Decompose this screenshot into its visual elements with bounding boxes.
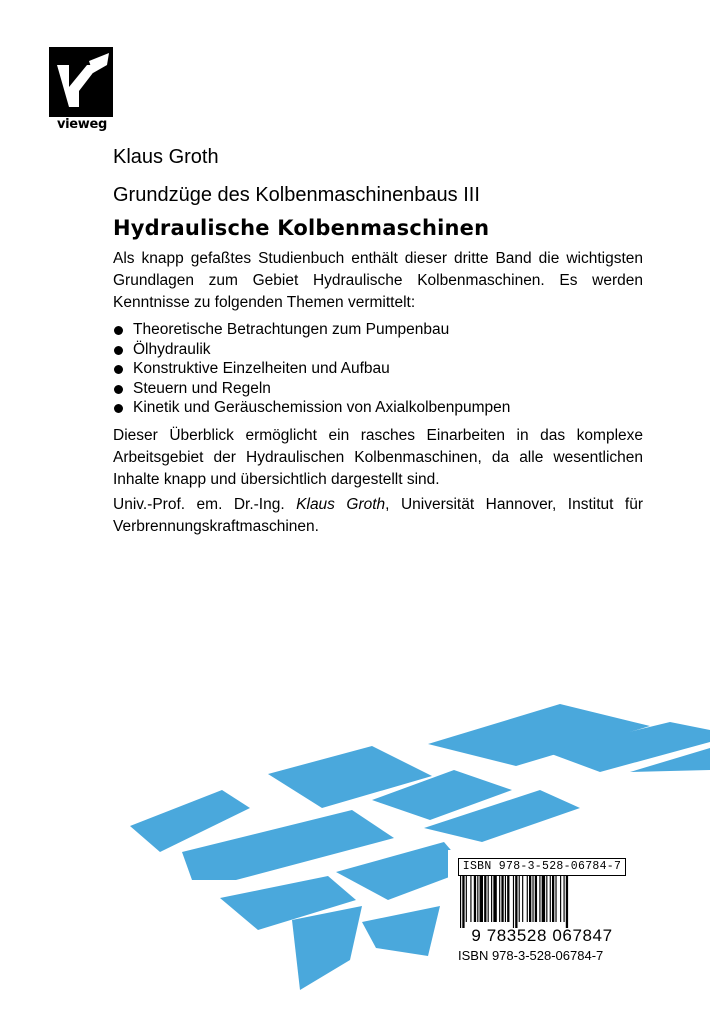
vieweg-logo-mark <box>49 47 113 117</box>
barcode-bar <box>546 876 547 922</box>
author-affiliation: , Universität Hannover, Institut für Verbrennungskraftmaschinen. <box>113 496 643 535</box>
barcode-bar <box>505 876 506 922</box>
barcode-bar <box>477 876 478 922</box>
barcode-bar <box>474 876 476 922</box>
topic-label: Konstruktive Einzelheiten und Aufbau <box>133 360 390 377</box>
author-info-name: Klaus Groth <box>296 496 386 513</box>
bullet-icon <box>114 385 123 394</box>
barcode-bar <box>522 876 523 922</box>
bullet-icon <box>114 326 123 335</box>
bullet-icon <box>114 404 123 413</box>
topic-list <box>113 320 510 418</box>
bullet-icon <box>114 365 123 374</box>
author-info-paragraph <box>113 494 643 538</box>
barcode-bar <box>499 876 500 922</box>
vieweg-logo <box>47 47 117 135</box>
barcode-bar <box>493 876 496 922</box>
barcode-bar <box>513 876 514 928</box>
author-title: Univ.-Prof. em. Dr.-Ing. <box>113 496 285 513</box>
barcode-bar <box>555 876 556 922</box>
barcode-bar <box>566 876 568 928</box>
barcode-bar <box>460 876 461 928</box>
list-item <box>113 398 510 418</box>
barcode-bar <box>470 876 471 922</box>
barcode-bar <box>529 876 531 922</box>
series-title: Grundzüge des Kolbenmaschinenbaus III <box>113 184 480 206</box>
barcode-bar <box>532 876 533 922</box>
barcode-bar <box>515 876 517 928</box>
barcode-bar <box>484 876 486 922</box>
barcode-bar <box>462 876 464 928</box>
list-item <box>113 340 510 360</box>
barcode-bars <box>458 876 626 928</box>
isbn-bottom-label: ISBN 978-3-528-06784-7 <box>458 948 604 963</box>
topic-label: Kinetik und Geräuschemission von Axialkolbenpumpen <box>133 399 511 416</box>
barcode-digits: 9 783528 067847 <box>471 926 613 945</box>
list-item <box>113 320 510 340</box>
barcode-bar <box>539 876 540 922</box>
barcode-bar <box>480 876 483 922</box>
barcode-bar <box>560 876 561 922</box>
isbn-top-label: ISBN 978-3-528-06784-7 <box>458 858 626 876</box>
barcode-bar <box>466 876 467 922</box>
list-item <box>113 359 510 379</box>
barcode-bar <box>550 876 551 922</box>
overview-paragraph: Dieser Überblick ermöglicht ein rasches Einarbeiten in das komplexe Arbeitsgebiet der Hydraulischen Kolbenmaschinen, da alle wesentlichen Inhalte knapp und übersichtlich dargestellt sind. <box>113 427 643 488</box>
barcode-bar <box>519 876 520 922</box>
book-title: Hydraulische Kolbenmaschinen <box>113 216 490 240</box>
topic-label: Theoretische Betrachtungen zum Pumpenbau <box>133 321 450 338</box>
author-name: Klaus Groth <box>113 146 219 168</box>
topic-label: Steuern und Regeln <box>133 379 271 397</box>
barcode-bar <box>542 876 545 922</box>
logo-text: vieweg <box>56 117 108 132</box>
barcode-bar <box>564 876 565 922</box>
barcode-bar <box>488 876 489 922</box>
barcode-bar <box>507 876 509 922</box>
barcode-bar <box>552 876 554 922</box>
barcode-bar <box>501 876 503 922</box>
bullet-icon <box>114 346 123 355</box>
topic-label: Ölhydraulik <box>133 340 211 358</box>
barcode-bar <box>491 876 492 922</box>
intro-paragraph: Als knapp gefaßtes Studienbuch enthält dieser dritte Band die wichtigsten Grundlagen zum Gebiet Hydraulische Kolbenmaschinen. Es werden Kenntnisse zu folgenden Themen vermittelt: <box>113 250 643 311</box>
barcode-bar <box>535 876 537 922</box>
list-item <box>113 379 510 399</box>
barcode-bar <box>527 876 528 922</box>
